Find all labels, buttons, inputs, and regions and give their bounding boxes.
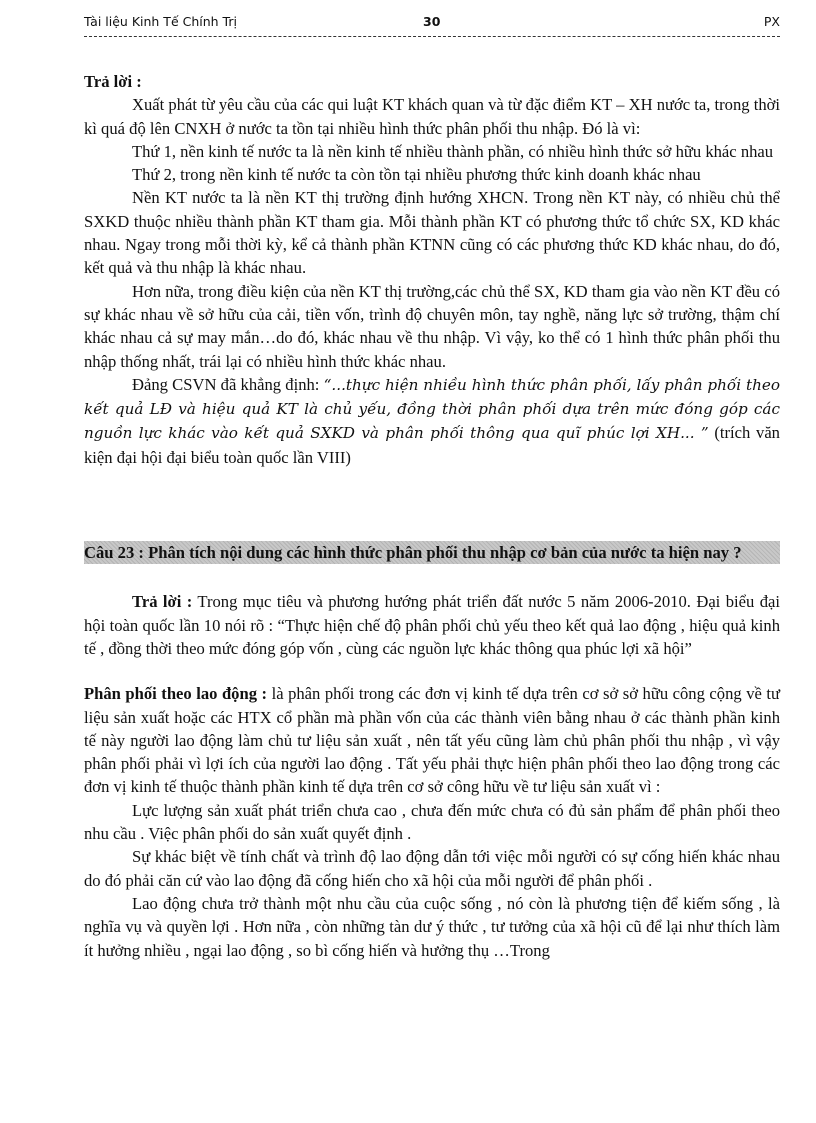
quote-text: “...thực hiện nhiều hình thức phân phối, lấy phân phối theo kết quả LĐ và hiệu quả KT là chủ yếu, đồng thời phân phối dựa trên mức đóng góp các nguồn lực khác vào kết quả SXKD và phân phối thông qua quĩ phúc lợi XH... ”	[84, 375, 780, 443]
reason-paragraph: Lực lượng sản xuất phát triển chưa cao , chưa đến mức chưa có đủ sản phẩm để phân phối theo nhu cầu . Việc phân phối do sản xuất quyết định .	[84, 800, 780, 844]
answer-paragraph	[84, 590, 780, 660]
reason-paragraph: Sự khác biệt về tính chất và trình độ lao động dẫn tới việc mỗi người có sự cống hiến khác nhau do đó phải căn cứ vào lao động đã cống hiến cho xã hội của mỗi người để phân phối .	[84, 847, 780, 890]
header-initials: PX	[763, 14, 780, 29]
answer-label-text: Trả lời :	[132, 592, 193, 612]
section-label: Phân phối theo lao động :	[84, 684, 268, 704]
paragraph: Xuất phát từ yêu cầu của các qui luật KT khách quan và từ đặc điểm KT – XH nước ta, trong thời kì quá độ lên CNXH ở nước ta tồn tại nhiều hình thức phân phối thu nhập. Đó là vì:	[84, 95, 781, 138]
answer-label	[84, 70, 780, 93]
party-quote-paragraph	[84, 373, 780, 469]
quote-intro: Đảng CSVN đã khẳng định:	[132, 374, 324, 394]
paragraph: Thứ 2, trong nền kinh tế nước ta còn tồn tại nhiều phương thức kinh doanh khác nhau	[132, 165, 701, 185]
page-header	[84, 12, 780, 34]
question-heading: Câu 23 : Phân tích nội dung các hình thức phân phối thu nhập cơ bản của nước ta hiện nay ?	[84, 541, 780, 564]
header-title: Tài liệu Kinh Tế Chính Trị	[84, 14, 237, 29]
reason-paragraph: Lao động chưa trở thành một nhu cầu của cuộc sống , nó còn là phương tiện để kiếm sống , là nghĩa vụ và quyền lợi . Hơn nữa , còn những tàn dư ý thức , tư tưởng của xã hội cũ để lại như thích làm ít hưởng nhiều , ngại lao động , so bì cống hiến và hưởng thụ …Trong	[84, 893, 780, 960]
paragraph: Nền KT nước ta là nền KT thị trường định hướng XHCN. Trong nền KT này, có nhiều chủ thể SXKD thuộc nhiều thành phần KT tham gia. Mỗi thành phần KT có phương thức tổ chức SX, KD khác nhau. Ngay trong mỗi thời kỳ, kể cả thành phần KTNN cũng có các phương thức KD khác nhau, do đó, kết quả và thu nhập là khác nhau.	[84, 188, 780, 278]
quote-source: (trích văn kiện đại hội đại biểu toàn quốc lần VIII)	[84, 423, 780, 467]
labor-distribution-paragraph	[84, 682, 780, 798]
spacer	[84, 469, 780, 541]
answer-label-text: Trả lời :	[84, 72, 142, 91]
page-number: 30	[423, 14, 441, 29]
section-text: là phân phối trong các đơn vị kinh tế dựa trên cơ sở sở hữu công cộng về tư liệu sản xuất hoặc các HTX cổ phần mà phần vốn của các thành viên bằng nhau ở các thành phần kinh tế này người lao động làm chủ tư liệu sản xuất , nên tất yếu cũng làm chủ phân phối thu nhập , vì vậy phân phối phải vì lợi ích của người lao động . Tất yếu phải thực hiện phân phối theo lao động trong các đơn vị kinh tế thuộc thành phần kinh tế dựa trên cơ sở công hữu về tư liệu sản xuất vì :	[84, 684, 780, 797]
answer-text: Trong mục tiêu và phương hướng phát triển đất nước 5 năm 2006-2010. Đại biểu đại hội toàn quốc lần 10 nói rõ : “Thực hiện chế độ phân phối chủ yếu theo kết quả lao động , hiệu quả kinh tế , đồng thời theo mức đóng góp vốn , cùng các nguồn lực khác thông qua phúc lợi xã hội”	[84, 592, 780, 658]
paragraph: Hơn nữa, trong điều kiện của nền KT thị trường,các chủ thể SX, KD tham gia vào nền KT đều có sự khác nhau về sở hữu của cải, tiền vốn, trình độ chuyên môn, tay nghề, năng lực sở trường, thậm chí khác nhau cả sự may mắn…do đó, khác nhau về thu nhập. Vì vậy, ko thể có 1 hình thức phân phối thu nhập thống nhất, trái lại có nhiều hình thức khác nhau.	[84, 281, 780, 371]
page-body	[84, 70, 780, 962]
spacer	[84, 660, 780, 682]
header-divider	[84, 36, 780, 37]
paragraph: Thứ 1, nền kinh tế nước ta là nền kinh tế nhiều thành phần, có nhiều hình thức sở hữu khác nhau	[132, 141, 774, 161]
spacer	[84, 564, 780, 590]
